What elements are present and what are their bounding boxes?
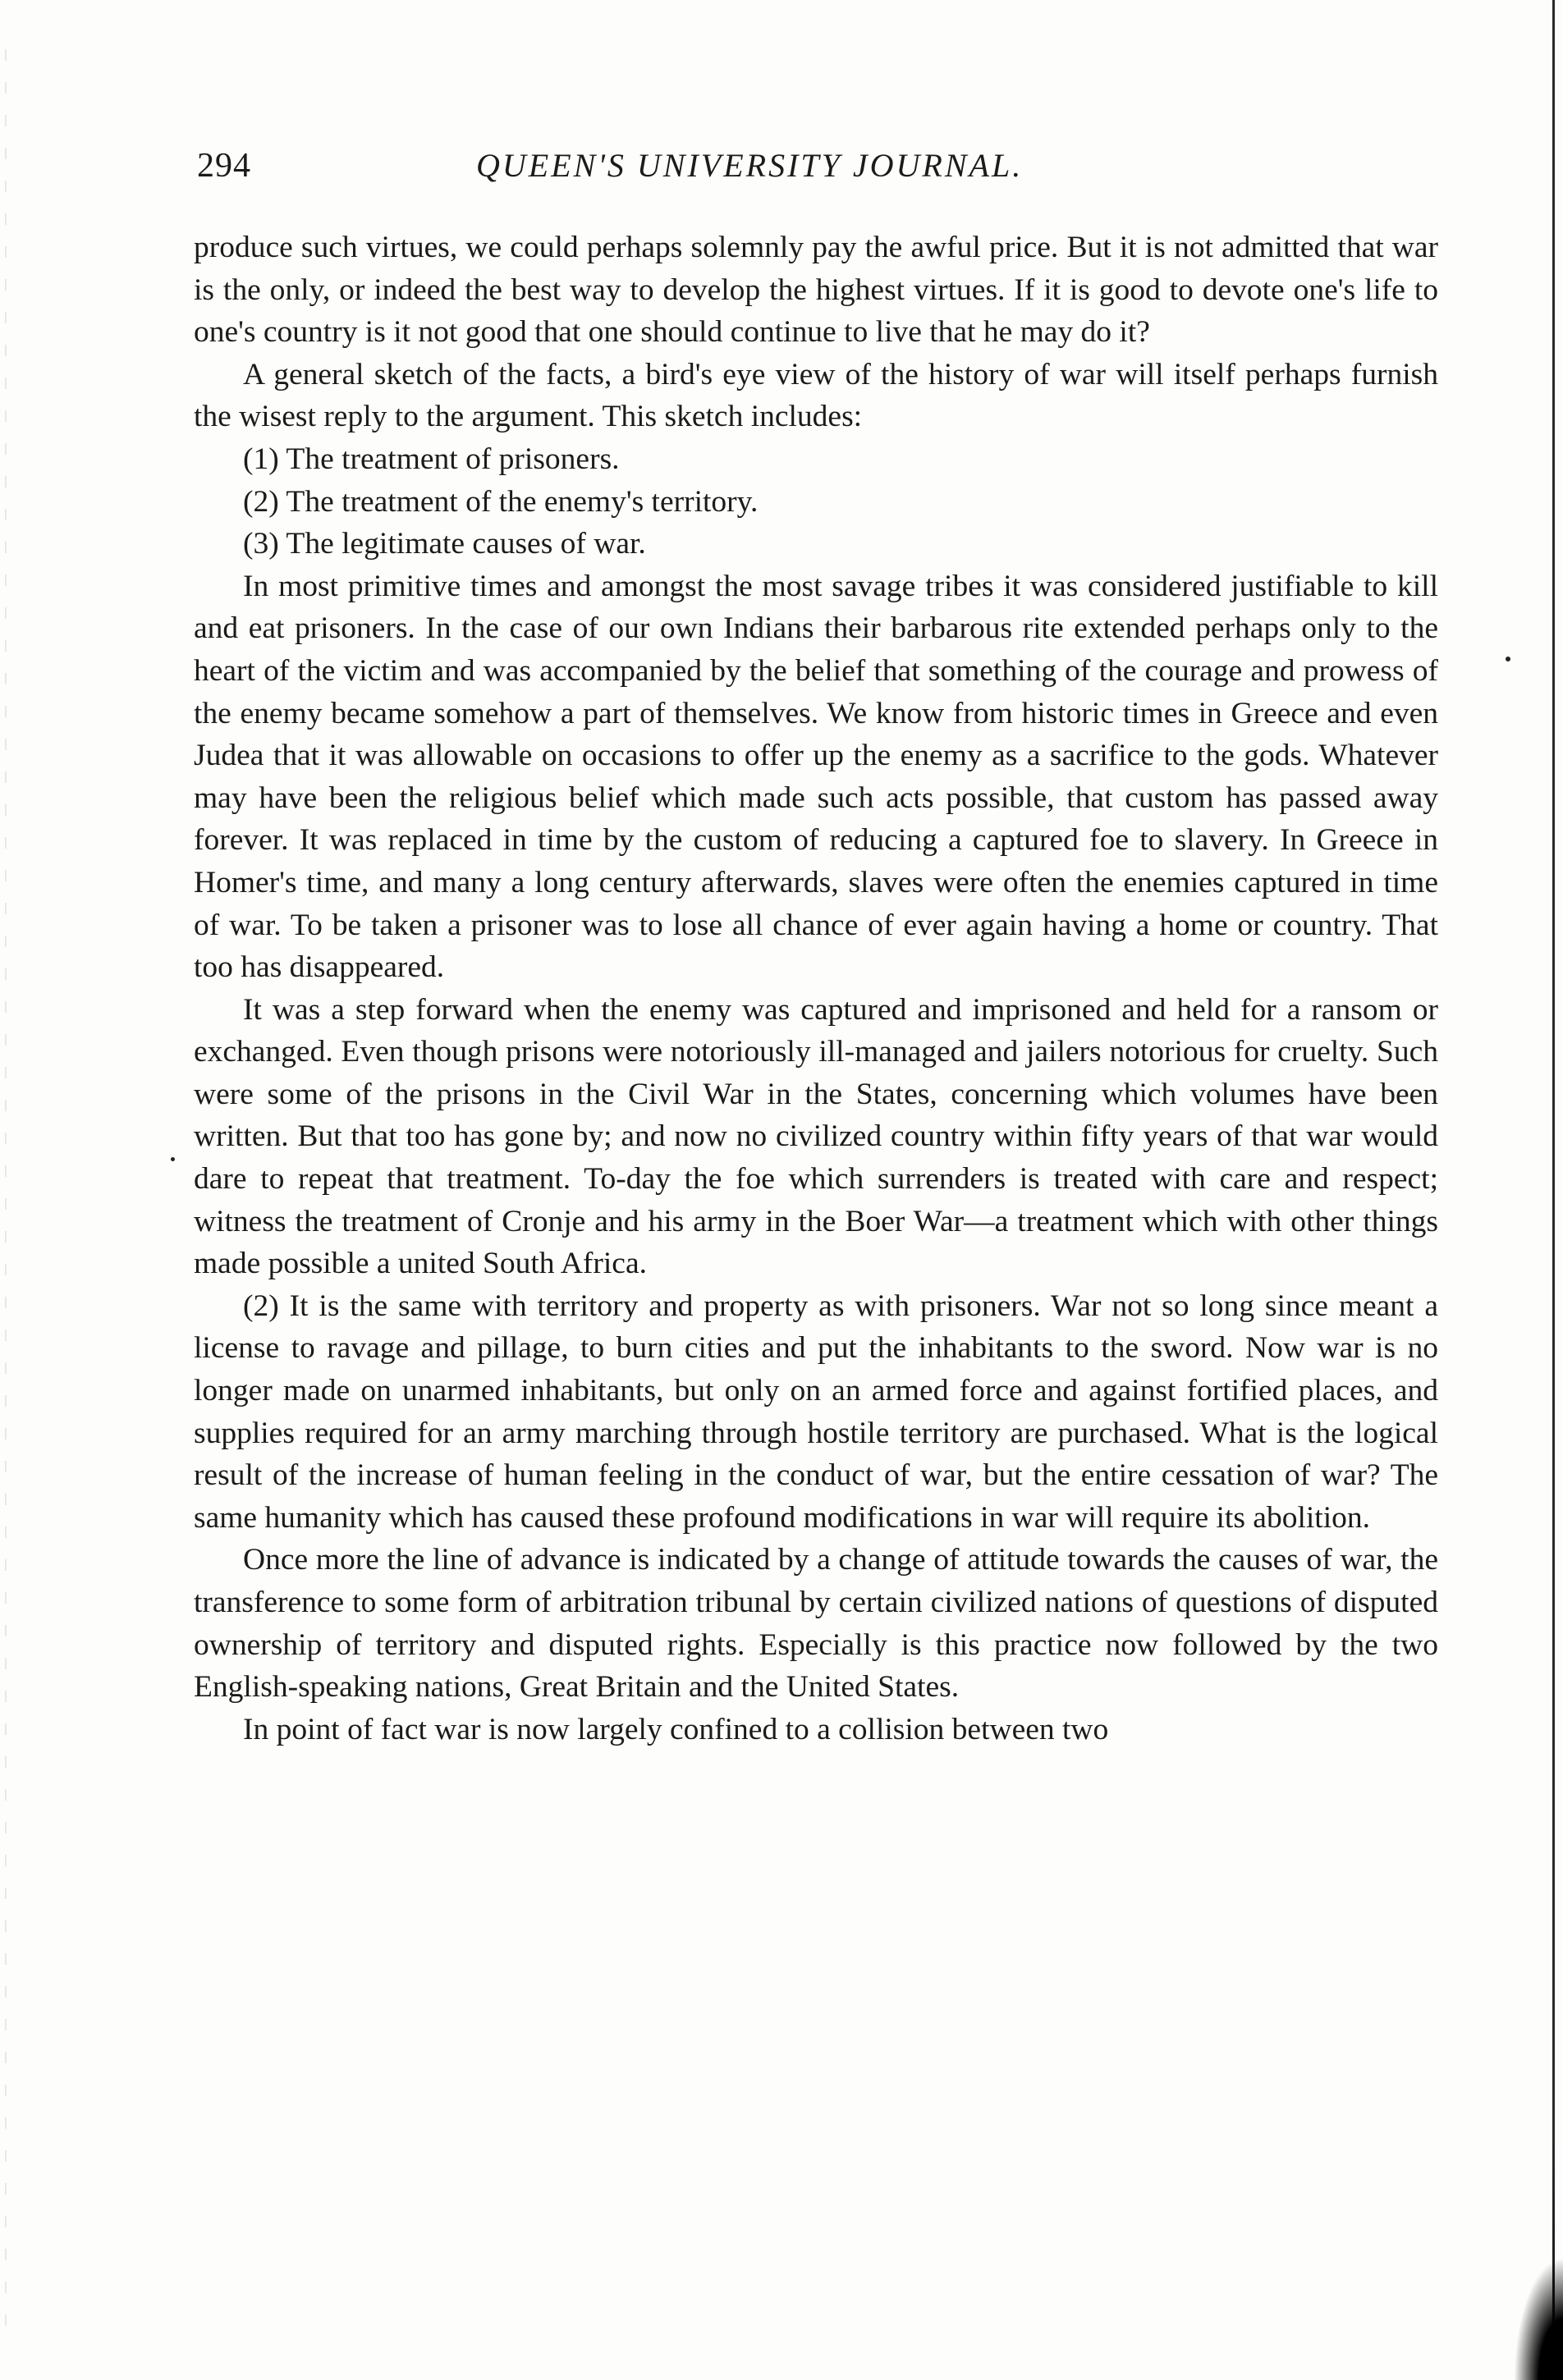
body-text <box>194 227 1438 1751</box>
paragraph: produce such virtues, we could perhaps solemnly pay the awful price. But it is not admitted that war is the only, or indeed the best way to develop the highest virtues. If it is good to devote one's life to one's country is it not good that one should continue to live that he may do it? <box>194 231 1438 350</box>
scan-edge-right <box>1552 0 1555 2380</box>
scan-speck <box>1506 657 1510 661</box>
paragraph: Once more the line of advance is indicated by a change of attitude towards the causes of war, the transference to some form of arbitration tribunal by certain civilized nations of questions of disputed ownership of territory and disputed rights. Especially is this practice now followed by the two English-speaking nations, Great Britain and the United States. <box>194 1543 1438 1705</box>
list-item: (1) The treatment of prisoners. <box>243 442 620 476</box>
list-item: (3) The legitimate causes of war. <box>243 527 646 561</box>
paragraph: (2) It is the same with territory and property as with prisoners. War not so long since meant a license to ravage and pillage, to burn cities and put the inhabitants to the sword. Now war is no longer made on unarmed inhabitants, but only on an armed force and against fortified places, and supplies required for an army marching through hostile territory are purchased. What is the logical result of the increase of human feeling in the conduct of war, but the entire cessation of war? The same humanity which has caused these profound modifications in war will require its abolition. <box>194 1288 1438 1535</box>
scan-edge-left <box>5 49 7 2347</box>
paragraph: A general sketch of the facts, a bird's eye view of the history of war will itself perhaps furnish the wisest reply to the argument. This sketch includes: <box>194 357 1438 434</box>
list-item: (2) The treatment of the enemy's territory. <box>243 484 759 519</box>
paragraph: In point of fact war is now largely confined to a collision between two <box>243 1712 1109 1746</box>
paragraph: It was a step forward when the enemy was captured and imprisoned and held for a ransom or exchanged. Even though prisons were notoriously ill-managed and jailers notorious for cruelty. Such were some of the prisons in the Civil War in the States, concerning which volumes have been written. But that too has gone by; and now no civilized country within fifty years of that war would dare to repeat that treatment. To-day the foe which surrenders is treated with care and respect; witness the treatment of Cronje and his army in the Boer War—a treatment which with other things made possible a united South Africa. <box>194 992 1438 1281</box>
page-header <box>197 146 1428 195</box>
page-number: 294 <box>197 147 251 185</box>
paragraph: In most primitive times and amongst the most savage tribes it was considered justifiable to kill and eat prisoners. In the case of our own Indians their barbarous rite extended perhaps only to the heart of the victim and was accompanied by the belief that something of the courage and prowess of the enemy became somehow a part of themselves. We know from historic times in Greece and even Judea that it was allowable on occasions to offer up the enemy as a sacrifice to the gods. Whatever may have been the religious belief which made such acts possible, that custom has passed away forever. It was replaced in time by the custom of reducing a captured foe to slavery. In Greece in Homer's time, and many a long century afterwards, slaves were often the enemies captured in time of war. To be taken a prisoner was to lose all chance of ever again having a home or country. That too has disappeared. <box>194 569 1438 985</box>
scan-shadow-corner <box>1514 2257 1563 2380</box>
scan-speck <box>171 1157 175 1161</box>
running-title: QUEEN'S UNIVERSITY JOURNAL. <box>476 147 1024 184</box>
